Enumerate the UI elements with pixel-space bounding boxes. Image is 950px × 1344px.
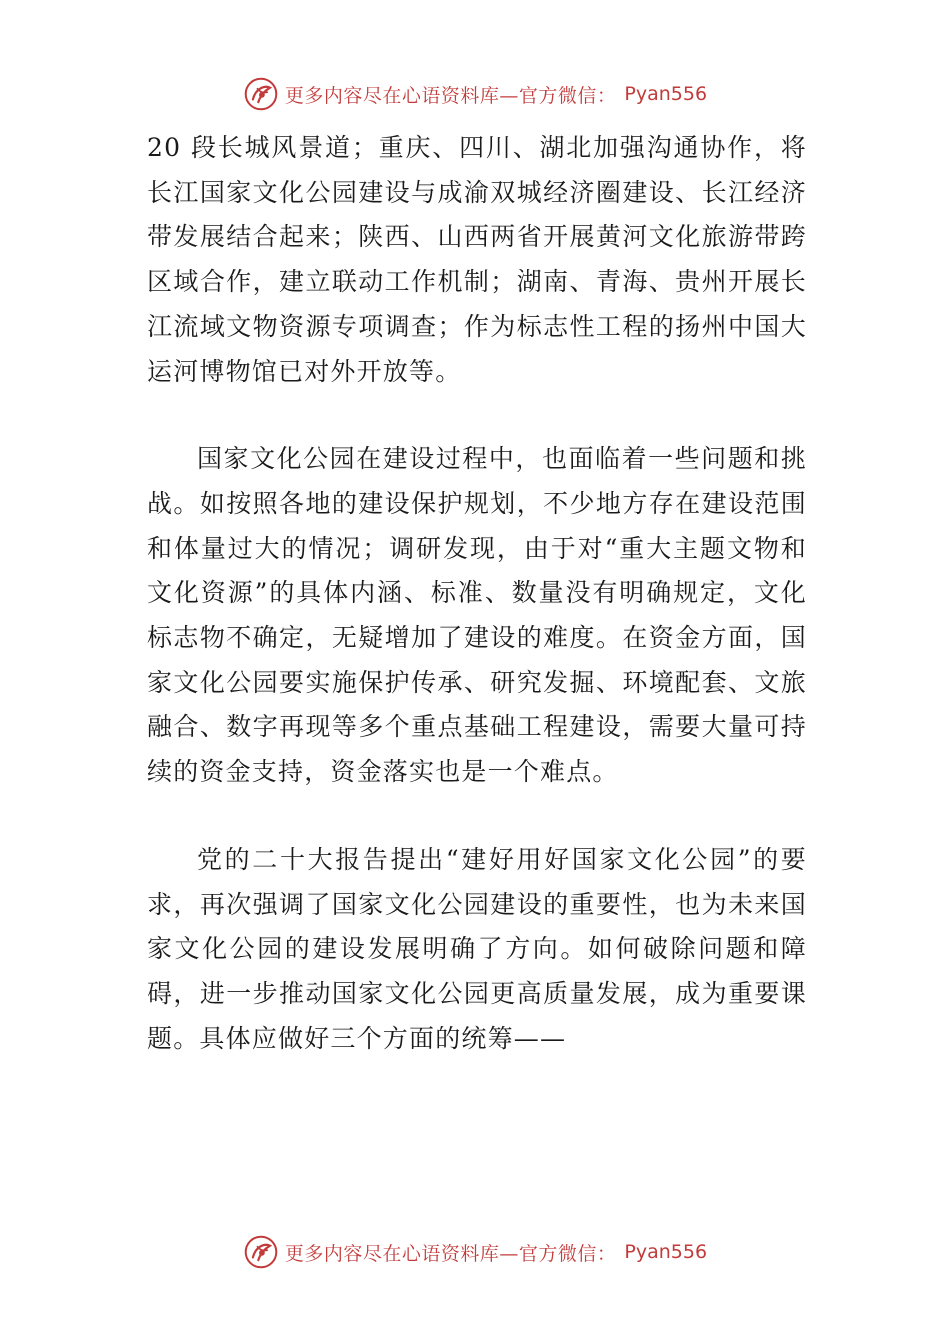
- header-watermark: [0, 74, 950, 114]
- watermark-wechat-id: Pyan556: [624, 1241, 708, 1263]
- watermark-wechat-id: Pyan556: [624, 83, 708, 105]
- flower-seal-icon: [243, 76, 279, 112]
- paragraph-congress-report: 党的二十大报告提出“建好用好国家文化公园”的要求，再次强调了国家文化公园建设的重要性，也为未来国家文化公园的建设发展明确了方向。如何破除问题和障碍，进一步推动国家文化公园更高质量发展，成为重要课题。具体应做好三个方面的统筹——: [147, 844, 807, 1053]
- flower-seal-icon: [243, 1234, 279, 1270]
- paragraph-continuation: 20 段长城风景道；重庆、四川、湖北加强沟通协作，将长江国家文化公园建设与成渝双城经济圈建设、长江经济带发展结合起来；陕西、山西两省开展黄河文化旅游带跨区域合作，建立联动工作机制；湖南、青海、贵州开展长江流域文物资源专项调查；作为标志性工程的扬州中国大运河博物馆已对外开放等。: [147, 133, 807, 386]
- watermark-text: 更多内容尽在心语资料库—官方微信：: [284, 1242, 617, 1265]
- document-body: [147, 126, 807, 1061]
- paragraph-challenges: 国家文化公园在建设过程中，也面临着一些问题和挑战。如按照各地的建设保护规划，不少地方存在建设范围和体量过大的情况；调研发现，由于对“重大主题文物和文化资源”的具体内涵、标准、数量没有明确规定，文化标志物不确定，无疑增加了建设的难度。在资金方面，国家文化公园要实施保护传承、研究发掘、环境配套、文旅融合、数字再现等多个重点基础工程建设，需要大量可持续的资金支持，资金落实也是一个难点。: [147, 444, 807, 787]
- footer-watermark: [0, 1232, 950, 1272]
- watermark-text: 更多内容尽在心语资料库—官方微信：: [284, 84, 617, 107]
